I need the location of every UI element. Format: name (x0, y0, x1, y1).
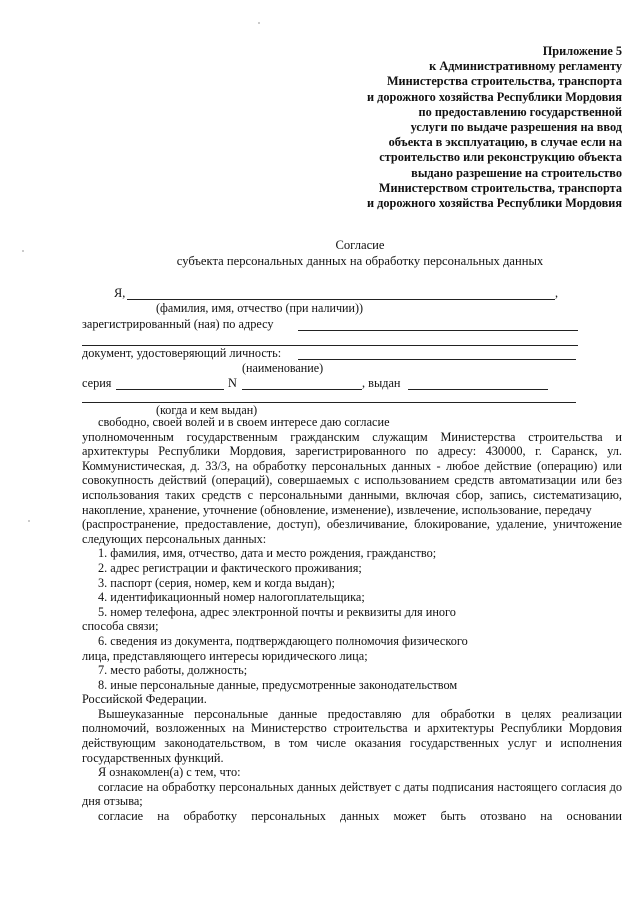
clause-paragraph: согласие на обработку персональных данных действует с даты подписания настоящего согласия до дня отзыва; (82, 779, 622, 809)
header-line: выдано разрешение на строительство (411, 165, 622, 180)
header-line: по предоставлению государственной (418, 104, 622, 119)
header-line: услуги по выдаче разрешения на ввод (410, 120, 622, 135)
consent-body (82, 415, 622, 824)
list-item: 3. паспорт (серия, номер, кем и когда выдан); (98, 575, 335, 590)
series-label: серия (82, 376, 112, 390)
header-line: к Административному регламенту (429, 59, 622, 74)
list-item: 6. сведения из документа, подтверждающего полномочия физического (98, 633, 468, 648)
issued-label: , выдан (362, 376, 401, 390)
clause-paragraph: согласие на обработку персональных данных может быть отозвано на основании (98, 809, 622, 824)
header-line: Министерства строительства, транспорта (386, 74, 622, 89)
appendix-header (292, 44, 622, 211)
header-line: Приложение 5 (542, 44, 622, 58)
name-caption: (наименование) (242, 361, 324, 375)
fio-field-line[interactable] (127, 299, 555, 300)
address-label: зарегистрированный (ная) по адресу (82, 317, 274, 331)
list-item: 7. место работы, должность; (98, 663, 248, 678)
list-item: 4. идентификационный номер налогоплательщика; (98, 590, 365, 605)
address-field-line[interactable] (298, 330, 578, 331)
purpose-paragraph: Вышеуказанные персональные данные предоставляю для обработки в целях реализации полномочий, возложенных на Министерство строительства и архитектуры Республики Мордовия действующим законодательством, в том числе оказания государственных услуг и исполнения государственных функций. (82, 706, 622, 765)
header-line: строительство или реконструкцию объекта (379, 150, 622, 165)
document-label: документ, удостоверяющий личность: (82, 346, 282, 360)
series-field-line[interactable] (116, 389, 224, 390)
number-label: N (228, 376, 237, 390)
when-caption: (когда и кем выдан) (156, 403, 258, 417)
list-item-continuation: способа связи; (82, 619, 159, 634)
header-line: объекта в эксплуатацию, в случае если на (388, 135, 622, 150)
header-line: и дорожного хозяйства Республики Мордовия (367, 89, 622, 104)
scan-speck (258, 22, 260, 24)
fio-caption: (фамилия, имя, отчество (при наличии)) (156, 301, 364, 315)
intro-paragraph: уполномоченным государственным гражданским служащим Министерства строительства и архитектуры Республики Мордовия, зарегистрированного по адресу: 430000, г. Саранск, ул. Коммунистическая, д. 33/3, на обработку персональных данных - любое действие (операцию) или совокупность действий (операций), совершаемых с использованием средств автоматизации или без использования таких средств с персональными данными, включая сбор, запись, систематизацию, накопление, хранение, уточнение (обновление, изменение), извлечение, использование, передачу (82, 429, 622, 517)
document-title: Согласие (335, 238, 385, 252)
intro-first-line: свободно, своей волей и в своем интересе даю согласие (98, 415, 390, 429)
header-line: Министерством строительства, транспорта (378, 180, 622, 195)
document-subtitle: субъекта персональных данных на обработку персональных данных (176, 254, 544, 268)
scan-speck (22, 250, 24, 252)
fio-comma: , (555, 286, 559, 300)
list-item-continuation: Российской Федерации. (82, 692, 207, 707)
list-item: 5. номер телефона, адрес электронной почты и реквизиты для иного (98, 604, 456, 619)
number-field-line[interactable] (242, 389, 362, 390)
document-field-line[interactable] (298, 359, 576, 360)
scan-speck (28, 520, 30, 522)
list-item: 1. фамилия, имя, отчество, дата и место рождения, гражданство; (98, 546, 437, 561)
list-item: 2. адрес регистрации и фактического проживания; (98, 560, 362, 575)
list-item-continuation: лица, представляющего интересы юридического лица; (82, 648, 368, 663)
intro-end: (распространение, предоставление, доступ), обезличивание, блокирование, удаление, уничтожение следующих персональных данных: (82, 517, 622, 546)
issued-field-line[interactable] (408, 389, 548, 390)
aware-line: Я ознакомлен(а) с тем, что: (98, 765, 241, 780)
ya-label: Я, (114, 286, 126, 300)
list-item: 8. иные персональные данные, предусмотренные законодательством (98, 677, 458, 692)
header-line: и дорожного хозяйства Республики Мордовия (367, 196, 622, 211)
